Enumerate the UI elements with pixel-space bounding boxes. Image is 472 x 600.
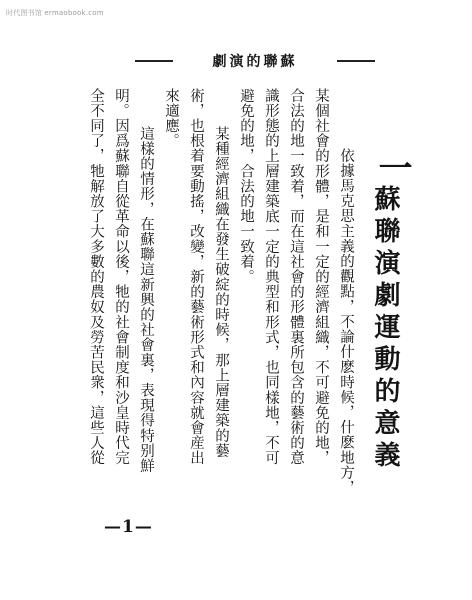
text-column-8: 來適應。 xyxy=(163,88,179,149)
text-column-10: 明。因爲蘇聯自從革命以後，牠的社會制度和沙皇時代完 xyxy=(113,88,129,466)
text-column-2: 某個社會的形體，是和一定的經濟組織，不可避免的地， xyxy=(313,88,329,466)
chapter-title: 蘇聯演劇運動的意義 xyxy=(370,185,400,473)
header-rule-right xyxy=(337,60,375,62)
text-column-9: 這樣的情形，在蘇聯這新興的社會裏，表現得特别鮮 xyxy=(138,126,154,474)
header-rule-left xyxy=(135,60,173,62)
text-column-7: 術，也根着要動搖，改變，新的藝術形式和內容就會産出 xyxy=(188,88,204,466)
page-number: —1— xyxy=(104,517,153,537)
chapter-number: 一 xyxy=(372,150,412,184)
text-column-4: 識形態的上層建築底一定的典型和形式，也同樣地，不可 xyxy=(263,88,279,466)
header-title: 蘇聯的演劇 xyxy=(212,54,298,70)
watermark: 时代图书馆 ermaobook.com xyxy=(6,9,104,17)
text-column-3: 合法的地一致着，而在這社會的形體裏所包含的藝術的意 xyxy=(288,88,304,466)
text-column-11: 全不同了，牠解放了大多數的農奴及勞苦民衆，這些人從 xyxy=(88,88,104,466)
running-header xyxy=(135,48,375,72)
text-column-1: 依據馬克思主義的觀點，不論什麽時候，什麽地方， xyxy=(338,148,354,496)
text-column-5: 避免的地，合法的地一致着。 xyxy=(238,88,254,285)
text-column-6: 某種經濟組織在發生破綻的時候，那上層建築的藝 xyxy=(213,126,229,459)
